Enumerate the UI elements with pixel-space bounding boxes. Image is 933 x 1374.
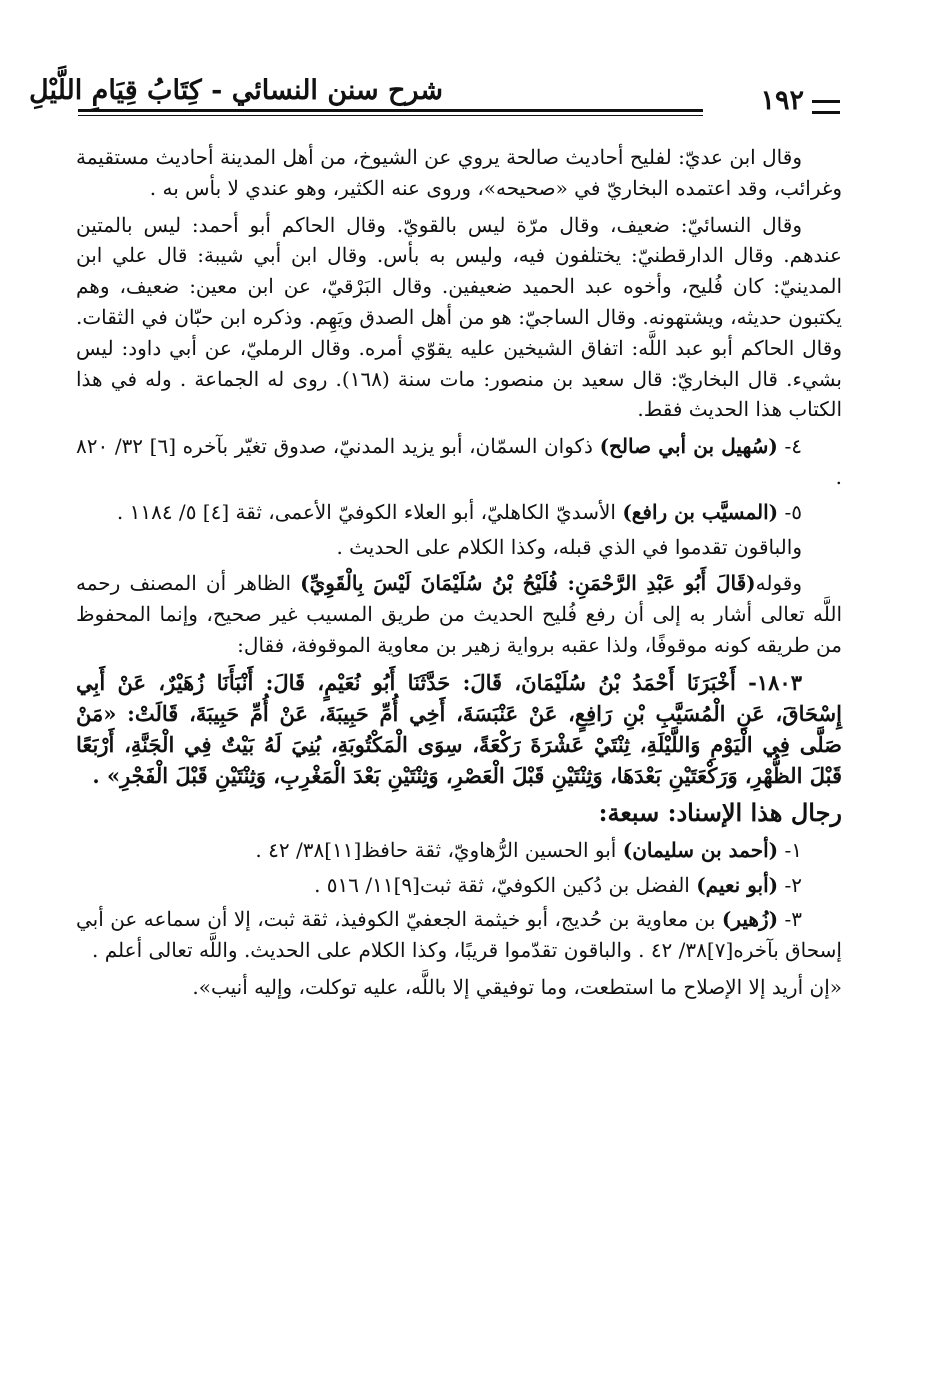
page-body bbox=[76, 142, 842, 1003]
narrator-5-details: الأسديّ الكاهليّ، أبو العلاء الكوفيّ الأعمى، ثقة [٤] ٥/ ١١٨٤ . bbox=[116, 499, 623, 524]
rijal-2-details: الفضل بن دُكين الكوفيّ، ثقة ثبت[٩]١١/ ٥١٦ . bbox=[314, 872, 697, 897]
header-ornament bbox=[812, 100, 840, 114]
paragraph-nasai-opinions: وقال النسائيّ: ضعيف، وقال مرّة ليس بالقويّ. وقال الحاكم أبو أحمد: ليس بالمتين عندهم. وقال الدارقطنيّ: يختلفون فيه، وليس به بأس. وقال ابن أبي شيبة: قال علي ابن المدينيّ: كان فُليح، وأخوه عبد الحميد ضعيفين. وقال البَرْقيّ، عن ابن معين: ضعيف، وهم يكتبون حديثه، ويشتهونه. وقال الساجيّ: هو من أهل الصدق ويَهِم. وذكره ابن حبّان في الثقات. وقال الحاكم أبو عبد اللَّه: اتفاق الشيخين عليه يقوّي أمره. وقال الرمليّ، عن أبي داود: ليس بشيء. قال البخاريّ: قال سعيد بن منصور: مات سنة (١٦٨). روى له الجماعة . وله في هذا الكتاب هذا الحديث فقط. bbox=[76, 212, 842, 422]
page-header bbox=[29, 62, 840, 122]
section-heading-narrators: رجال هذا الإسناد: سبعة: bbox=[598, 797, 842, 827]
rijal-1-details: أبو الحسين الرُّهاويّ، ثقة حافظ[١١]٣٨/ ٤٢ . bbox=[255, 837, 623, 862]
rijal-3-name: (زُهير) bbox=[721, 907, 779, 932]
rijal-3-number: ٣- bbox=[778, 907, 802, 932]
paragraph-commentary bbox=[76, 568, 842, 660]
rijal-2-number: ٢- bbox=[778, 872, 802, 897]
paragraph-ibn-adi: وقال ابن عديّ: لفليح أحاديث صالحة يروي عن الشيوخ، من أهل المدينة أحاديث مستقيمة وغرائب، وقد اعتمده البخاريّ في «صحيحه»، وروى عنه الكثير، وهو عندي لا بأس به . bbox=[76, 145, 842, 200]
commentary-lead: وقوله bbox=[755, 571, 802, 596]
closing-quote: «إن أريد إلا الإصلاح ما استطعت، وما توفيقي إلا باللَّه، عليه توكلت، وإليه أنيب». bbox=[192, 974, 842, 999]
rijal-1-entry bbox=[76, 835, 842, 866]
page-number: ١٩٢ bbox=[760, 85, 804, 116]
narrator-4-number: ٤- bbox=[777, 434, 802, 459]
narrator-4-entry bbox=[76, 431, 842, 493]
hadith-1803: ١٨٠٣- أَخْبَرَنَا أَحْمَدُ بْنُ سُلَيْمَانَ، قَالَ: حَدَّثَنَا أَبُو نُعَيْمٍ، قَالَ: أَنْبَأَنَا زُهَيْرٌ، عَنْ أَبِي إِسْحَاقَ، عَنِ الْمُسَيَّبِ بْنِ رَافِعٍ، عَنْ عَنْبَسَةَ، أَخِي أُمِّ حَبِيبَةَ، عَنْ أُمِّ حَبِيبَةَ، قَالَتْ: «مَنْ صَلَّى فِي الْيَوْمِ وَاللَّيْلَةِ، ثِنْتَيْ عَشْرَةَ رَكْعَةً، سِوَى الْمَكْتُوبَةِ، بُنِيَ لَهُ بَيْتٌ فِي الْجَنَّةِ، أَرْبَعًا قَبْلَ الظُّهْرِ، وَرَكْعَتَيْنِ بَعْدَهَا، وَثِنْتَيْنِ قَبْلَ الْعَصْرِ، وَثِنْتَيْنِ بَعْدَ الْمَغْرِبِ، وَثِنْتَيْنِ قَبْلَ الْفَجْرِ» . bbox=[76, 669, 842, 788]
rijal-2-entry bbox=[76, 870, 842, 901]
narrator-5-entry bbox=[76, 497, 842, 528]
header-rule bbox=[78, 109, 703, 116]
narrator-5-name: (المسيَّب بن رافع) bbox=[622, 499, 779, 524]
paragraph-remaining: والباقون تقدموا في الذي قبله، وكذا الكلام على الحديث . bbox=[336, 534, 802, 559]
rijal-2-name: (أبو نعيم) bbox=[696, 872, 779, 897]
running-title: شرح سنن النسائي - كِتَابُ قِيَامِ اللَّيْلِ bbox=[29, 75, 443, 106]
commentary-text: الظاهر أن المصنف رحمه اللَّه تعالى أشار به إلى أن رفع فُليح الحديث من طريق المسيب غير صحيح، وإنما المحفوظ من طريقه كونه موقوفًا، ولذا عقبه برواية زهير بن معاوية الموقوفة، فقال: bbox=[76, 571, 842, 657]
narrator-5-number: ٥- bbox=[778, 499, 802, 524]
rijal-1-name: (أحمد بن سليمان) bbox=[622, 837, 779, 862]
narrator-4-name: (سُهيل بن أبي صالح) bbox=[599, 434, 778, 459]
narrator-4-details: ذكوان السمّان، أبو يزيد المدنيّ، صدوق تغيّر بآخره [٦] ٣٢/ ٨٢٠ . bbox=[76, 434, 842, 489]
commentary-quote: (قَالَ أَبُو عَبْدِ الرَّحْمَنِ: فُلَيْحُ بْنُ سُلَيْمَانَ لَيْسَ بِالْقَوِيِّ) bbox=[300, 571, 756, 596]
rijal-1-number: ١- bbox=[778, 837, 802, 862]
rijal-3-entry bbox=[76, 904, 842, 966]
rijal-3-details: بن معاوية بن حُديج، أبو خيثمة الجعفيّ الكوفيذ، ثقة ثبت، إلا أن سماعه عن أبي إسحاق بآخره[٧]٣٨/ ٤٢ . والباقون تقدّموا قريبًا، وكذا الكلام على الحديث. واللَّه تعالى أعلم . bbox=[76, 907, 842, 963]
